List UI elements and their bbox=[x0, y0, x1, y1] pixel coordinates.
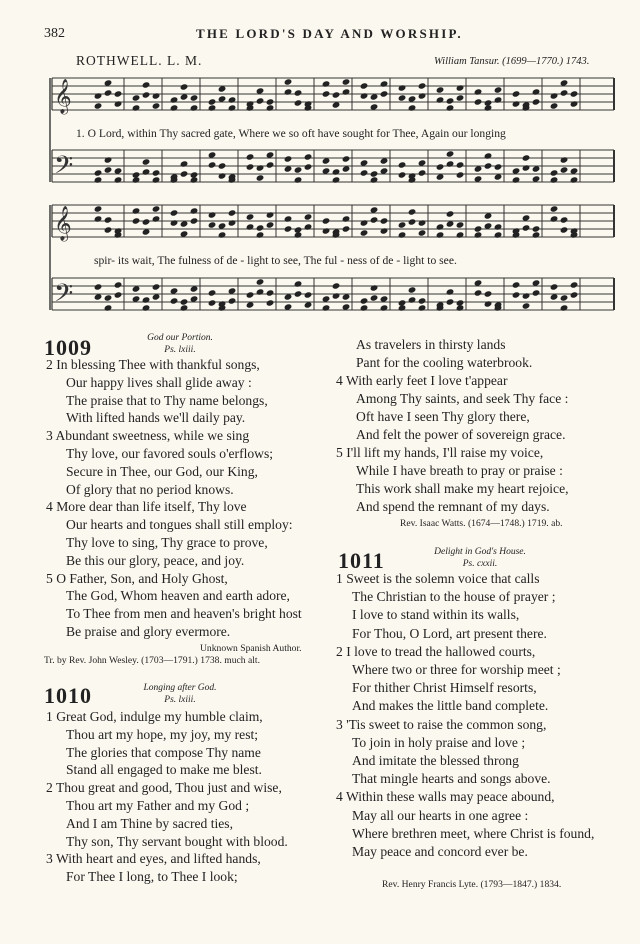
note-head bbox=[522, 164, 531, 171]
note-head bbox=[142, 91, 151, 98]
note-head bbox=[94, 205, 103, 212]
note-head bbox=[152, 92, 161, 99]
tune-name: ROTHWELL. L. M. bbox=[76, 53, 203, 68]
note-head bbox=[114, 291, 123, 298]
note-head bbox=[474, 225, 483, 232]
note-head bbox=[532, 231, 541, 238]
note-head bbox=[304, 223, 313, 230]
note-head bbox=[456, 304, 465, 311]
hymn-1009-attribution-author: Unknown Spanish Author. bbox=[200, 643, 302, 654]
note-head bbox=[266, 98, 275, 105]
note-head bbox=[322, 90, 331, 97]
note-head bbox=[512, 176, 521, 183]
note-head bbox=[332, 176, 341, 183]
note-head bbox=[550, 215, 559, 222]
note-head bbox=[380, 90, 389, 97]
note-head bbox=[456, 231, 465, 238]
note-head bbox=[484, 162, 493, 169]
note-head bbox=[142, 158, 151, 165]
note-head bbox=[190, 176, 199, 183]
note-head bbox=[332, 91, 341, 98]
note-head bbox=[398, 161, 407, 168]
note-head bbox=[256, 164, 265, 171]
note-head bbox=[132, 94, 141, 101]
verse-line: The praise that to Thy name belongs, bbox=[66, 392, 268, 408]
verse-line: Thou art my hope, my joy, my rest; bbox=[66, 726, 259, 742]
verse-line: Thy love, our favored souls o'erflows; bbox=[66, 446, 274, 461]
note-head bbox=[322, 80, 331, 87]
note-head bbox=[94, 92, 103, 99]
note-head bbox=[398, 231, 407, 238]
verse-line: 1 Sweet is the solemn voice that calls bbox=[336, 571, 540, 586]
note-head bbox=[550, 102, 559, 109]
note-head bbox=[570, 90, 579, 97]
note-head bbox=[294, 176, 303, 183]
note-head bbox=[360, 82, 369, 89]
note-head bbox=[360, 229, 369, 236]
verse-line: Of glory that no period knows. bbox=[66, 481, 234, 497]
note-head bbox=[304, 291, 313, 298]
note-head bbox=[522, 224, 531, 231]
note-head bbox=[266, 104, 275, 111]
note-head bbox=[256, 278, 265, 285]
hymn-number-1011: 1011 bbox=[338, 548, 385, 573]
note-head bbox=[332, 168, 341, 175]
note-head bbox=[474, 231, 483, 238]
note-head bbox=[418, 82, 427, 89]
note-head bbox=[522, 302, 531, 309]
verse-line: 2 I love to tread the hallowed courts, bbox=[336, 643, 536, 659]
note-head bbox=[398, 171, 407, 178]
note-head bbox=[294, 89, 303, 96]
note-head bbox=[418, 304, 427, 311]
note-head bbox=[294, 280, 303, 287]
note-head bbox=[294, 231, 303, 238]
note-head bbox=[132, 217, 141, 224]
hymn-psalm-1010: Ps. lxiii. bbox=[164, 695, 196, 705]
note-head bbox=[560, 166, 569, 173]
hymn-1010-attribution: Rev. Isaac Watts. (1674—1748.) 1719. ab. bbox=[400, 518, 563, 529]
note-head bbox=[322, 217, 331, 224]
note-head bbox=[494, 163, 503, 170]
note-head bbox=[342, 155, 351, 162]
note-head bbox=[380, 304, 389, 311]
note-head bbox=[342, 225, 351, 232]
note-head bbox=[304, 213, 313, 220]
note-head bbox=[456, 161, 465, 168]
note-head bbox=[104, 304, 113, 311]
clef-icon: 𝄞 bbox=[54, 79, 72, 114]
note-head bbox=[208, 161, 217, 168]
note-head bbox=[228, 219, 237, 226]
note-head bbox=[484, 104, 493, 111]
note-head bbox=[170, 297, 179, 304]
note-head bbox=[446, 160, 455, 167]
note-head bbox=[208, 221, 217, 228]
verse-line: For Thee I long, to Thee I look; bbox=[66, 869, 238, 885]
note-head bbox=[190, 104, 199, 111]
note-head bbox=[142, 168, 151, 175]
note-head bbox=[256, 231, 265, 238]
note-head bbox=[408, 218, 417, 225]
verse-line: As travelers in thirsty lands bbox=[356, 337, 506, 352]
verse-line: 1 Great God, indulge my humble claim, bbox=[46, 709, 263, 724]
verse-line: While I have breath to pray or praise : bbox=[356, 463, 563, 478]
note-head bbox=[436, 96, 445, 103]
note-head bbox=[484, 290, 493, 297]
verse-line: To Thee from men and heaven's bright host bbox=[66, 606, 302, 622]
verse-line: Stand all engaged to make me blest. bbox=[66, 762, 262, 778]
note-head bbox=[380, 80, 389, 87]
verse-line: Thy love to sing, Thy grace to prove, bbox=[66, 535, 268, 550]
note-head bbox=[474, 88, 483, 95]
verse-line: May all our hearts in one agree : bbox=[352, 807, 529, 823]
verse-line: Pant for the cooling waterbrook. bbox=[356, 355, 533, 370]
note-head bbox=[190, 94, 199, 101]
note-head bbox=[284, 215, 293, 222]
note-head bbox=[398, 84, 407, 91]
note-head bbox=[446, 97, 455, 104]
note-head bbox=[370, 176, 379, 183]
note-head bbox=[570, 176, 579, 183]
note-head bbox=[132, 176, 141, 183]
verse-line: For Thou, O Lord, art present there. bbox=[352, 625, 547, 641]
note-head bbox=[94, 283, 103, 290]
note-head bbox=[132, 207, 141, 214]
verse-line: And makes the little band complete. bbox=[352, 698, 549, 714]
note-head bbox=[456, 84, 465, 91]
note-head bbox=[104, 166, 113, 173]
note-head bbox=[208, 289, 217, 296]
note-head bbox=[104, 89, 113, 96]
note-head bbox=[456, 171, 465, 178]
note-head bbox=[208, 98, 217, 105]
note-head bbox=[456, 94, 465, 101]
hymn-1011-attribution: Rev. Henry Francis Lyte. (1793—1847.) 1834. bbox=[382, 879, 562, 890]
note-head bbox=[256, 288, 265, 295]
note-head bbox=[370, 284, 379, 291]
hymn-topic-1009: God our Portion. bbox=[147, 333, 213, 343]
verse-line: And felt the power of sovereign grace. bbox=[356, 427, 566, 442]
note-head bbox=[180, 304, 189, 311]
note-head bbox=[550, 205, 559, 212]
note-head bbox=[322, 227, 331, 234]
verse-line: 3 Abundant sweetness, while we sing bbox=[46, 428, 250, 444]
note-head bbox=[104, 156, 113, 163]
note-head bbox=[418, 219, 427, 226]
note-head bbox=[94, 102, 103, 109]
note-head bbox=[104, 216, 113, 223]
page-title: THE LORD'S DAY AND WORSHIP. bbox=[196, 26, 463, 41]
note-head bbox=[142, 296, 151, 303]
note-head bbox=[550, 92, 559, 99]
verse-line: Thy son, Thy servant bought with blood. bbox=[66, 833, 288, 849]
note-head bbox=[180, 83, 189, 90]
verse-line: The glories that compose Thy name bbox=[66, 744, 261, 760]
note-head bbox=[132, 104, 141, 111]
verse-line: Where two or three for worship meet ; bbox=[352, 662, 561, 677]
note-head bbox=[342, 88, 351, 95]
note-head bbox=[114, 100, 123, 107]
note-head bbox=[360, 92, 369, 99]
note-head bbox=[284, 78, 293, 85]
music-score bbox=[0, 0, 640, 330]
note-head bbox=[152, 102, 161, 109]
note-head bbox=[408, 208, 417, 215]
note-head bbox=[408, 104, 417, 111]
note-head bbox=[550, 283, 559, 290]
verse-line: I love to stand within its walls, bbox=[352, 607, 520, 623]
note-head bbox=[370, 170, 379, 177]
note-head bbox=[294, 99, 303, 106]
verse-line: 5 I'll lift my hands, I'll raise my voice, bbox=[336, 445, 544, 460]
note-head bbox=[360, 219, 369, 226]
note-head bbox=[228, 96, 237, 103]
note-head bbox=[94, 169, 103, 176]
note-head bbox=[484, 152, 493, 159]
verse-line: And I am Thine by sacred ties, bbox=[66, 815, 233, 831]
verse-line: Where brethren meet, where Christ is found, bbox=[352, 825, 595, 841]
clef-icon: 𝄞 bbox=[54, 206, 72, 241]
note-head bbox=[512, 281, 521, 288]
verse-line: This work shall make my heart rejoice, bbox=[356, 481, 569, 496]
note-head bbox=[180, 298, 189, 305]
note-head bbox=[208, 299, 217, 306]
note-head bbox=[170, 104, 179, 111]
note-head bbox=[142, 218, 151, 225]
verse-line: Our hearts and tongues shall still employ: bbox=[66, 517, 293, 533]
note-head bbox=[370, 294, 379, 301]
note-head bbox=[360, 304, 369, 311]
note-head bbox=[228, 209, 237, 216]
note-head bbox=[170, 96, 179, 103]
note-head bbox=[398, 221, 407, 228]
note-head bbox=[360, 169, 369, 176]
verse-line: Be praise and glory evermore. bbox=[66, 624, 231, 639]
note-head bbox=[304, 163, 313, 170]
clef-icon: 𝄢 bbox=[54, 279, 74, 314]
note-head bbox=[380, 227, 389, 234]
clef-icon: 𝄢 bbox=[54, 151, 74, 186]
note-head bbox=[256, 97, 265, 104]
note-head bbox=[550, 176, 559, 183]
verse-line: 4 Within these walls may peace abound, bbox=[336, 789, 555, 805]
note-head bbox=[522, 154, 531, 161]
note-head bbox=[560, 216, 569, 223]
note-head bbox=[560, 226, 569, 233]
note-head bbox=[342, 78, 351, 85]
note-head bbox=[446, 104, 455, 111]
note-head bbox=[360, 297, 369, 304]
note-head bbox=[266, 221, 275, 228]
verse-line: Our happy lives shall glide away : bbox=[66, 374, 252, 390]
note-head bbox=[398, 304, 407, 311]
note-head bbox=[494, 86, 503, 93]
verse-line: For thither Christ Himself resorts, bbox=[352, 680, 537, 696]
note-head bbox=[398, 94, 407, 101]
note-head bbox=[456, 221, 465, 228]
note-head bbox=[228, 297, 237, 304]
hymn-psalm-1011: Ps. cxxii. bbox=[462, 559, 498, 569]
note-head bbox=[494, 96, 503, 103]
verse-line: To join in holy praise and love ; bbox=[352, 734, 526, 750]
hymn-topic-1011: Delight in God's House. bbox=[434, 547, 526, 557]
verse-line: 4 With early feet I love t'appear bbox=[336, 373, 508, 388]
tune-composer: William Tansur. (1699—1770.) 1743. bbox=[434, 56, 590, 67]
note-head bbox=[532, 88, 541, 95]
note-head bbox=[170, 209, 179, 216]
verse-line: Oft have I seen Thy glory there, bbox=[356, 409, 530, 424]
note-head bbox=[418, 297, 427, 304]
note-head bbox=[418, 92, 427, 99]
lyric-line-1: 1. O Lord, within Thy sacred gate, Where we so oft have sought for Thee, Again our longing bbox=[76, 127, 506, 140]
note-head bbox=[190, 217, 199, 224]
note-head bbox=[512, 291, 521, 298]
note-head bbox=[474, 98, 483, 105]
note-head bbox=[266, 211, 275, 218]
note-head bbox=[180, 170, 189, 177]
note-head bbox=[332, 292, 341, 299]
verse-line: With lifted hands we'll daily pay. bbox=[66, 410, 246, 426]
note-head bbox=[418, 229, 427, 236]
note-head bbox=[256, 224, 265, 231]
verse-line: 3 'Tis sweet to raise the common song, bbox=[336, 716, 547, 732]
note-head bbox=[180, 160, 189, 167]
note-head bbox=[142, 81, 151, 88]
note-head bbox=[332, 282, 341, 289]
note-head bbox=[284, 155, 293, 162]
note-head bbox=[142, 304, 151, 311]
note-head bbox=[512, 90, 521, 97]
note-head bbox=[94, 176, 103, 183]
note-head bbox=[284, 88, 293, 95]
note-head bbox=[436, 163, 445, 170]
note-head bbox=[560, 89, 569, 96]
hymn-psalm-1009: Ps. lxiii. bbox=[164, 345, 196, 355]
note-head bbox=[246, 163, 255, 170]
note-head bbox=[94, 215, 103, 222]
note-head bbox=[418, 169, 427, 176]
note-head bbox=[474, 289, 483, 296]
note-head bbox=[246, 291, 255, 298]
verse-line: 3 With heart and eyes, and lifted hands, bbox=[46, 851, 261, 867]
hymn-number-1010: 1010 bbox=[44, 683, 92, 708]
note-head bbox=[436, 223, 445, 230]
note-head bbox=[266, 161, 275, 168]
note-head bbox=[114, 176, 123, 183]
note-head bbox=[246, 153, 255, 160]
note-head bbox=[522, 292, 531, 299]
note-head bbox=[246, 213, 255, 220]
note-head bbox=[532, 225, 541, 232]
note-head bbox=[512, 100, 521, 107]
note-head bbox=[494, 223, 503, 230]
note-head bbox=[446, 298, 455, 305]
note-head bbox=[152, 169, 161, 176]
note-head bbox=[370, 216, 379, 223]
note-head bbox=[152, 176, 161, 183]
note-head bbox=[560, 294, 569, 301]
note-head bbox=[570, 100, 579, 107]
note-head bbox=[570, 291, 579, 298]
note-head bbox=[190, 207, 199, 214]
note-head bbox=[408, 296, 417, 303]
note-head bbox=[304, 153, 313, 160]
note-head bbox=[266, 289, 275, 296]
note-head bbox=[436, 231, 445, 238]
note-head bbox=[570, 281, 579, 288]
verse-line: The Christian to the house of prayer ; bbox=[352, 589, 556, 605]
note-head bbox=[256, 174, 265, 181]
note-head bbox=[380, 217, 389, 224]
verse-line: And spend the remnant of my days. bbox=[356, 499, 550, 514]
verse-line: 2 In blessing Thee with thankful songs, bbox=[46, 357, 260, 372]
note-head bbox=[436, 86, 445, 93]
verse-line: May peace and concord ever be. bbox=[352, 844, 528, 859]
verse-line: Be this our glory, peace, and joy. bbox=[66, 552, 245, 568]
verse-line: 4 More dear than life itself, Thy love bbox=[46, 499, 247, 515]
note-head bbox=[560, 156, 569, 163]
verse-line: The God, Whom heaven and earth adore, bbox=[66, 588, 290, 604]
verse-line: And imitate the blessed throng bbox=[352, 753, 519, 768]
lyric-line-2: spir- its wait, The fulness of de - light to see, The ful - ness of de - light to see. bbox=[94, 254, 457, 267]
hymn-1009-attribution-translator: Tr. by Rev. John Wesley. (1703—1791.) 1738. much alt. bbox=[44, 655, 260, 666]
note-head bbox=[322, 304, 331, 311]
note-head bbox=[246, 223, 255, 230]
note-head bbox=[560, 304, 569, 311]
note-head bbox=[228, 104, 237, 111]
note-head bbox=[294, 166, 303, 173]
note-head bbox=[484, 300, 493, 307]
note-head bbox=[494, 231, 503, 238]
hymn-number-1009: 1009 bbox=[44, 335, 92, 360]
hymn-topic-1010: Longing after God. bbox=[143, 683, 217, 693]
note-head bbox=[152, 215, 161, 222]
note-head bbox=[532, 289, 541, 296]
page-number: 382 bbox=[44, 26, 65, 41]
note-head bbox=[114, 281, 123, 288]
note-head bbox=[284, 225, 293, 232]
note-head bbox=[218, 231, 227, 238]
note-head bbox=[208, 211, 217, 218]
note-head bbox=[104, 226, 113, 233]
note-head bbox=[446, 210, 455, 217]
note-head bbox=[446, 150, 455, 157]
note-head bbox=[152, 283, 161, 290]
note-head bbox=[218, 172, 227, 179]
note-head bbox=[294, 290, 303, 297]
verse-line: Secure in Thee, our God, our King, bbox=[66, 463, 258, 479]
verse-line: Thou art my Father and my God ; bbox=[66, 798, 250, 813]
note-head bbox=[152, 205, 161, 212]
verse-line: That mingle hearts and songs above. bbox=[352, 771, 551, 787]
note-head bbox=[550, 169, 559, 176]
note-head bbox=[208, 104, 217, 111]
note-head bbox=[532, 98, 541, 105]
note-head bbox=[446, 288, 455, 295]
note-head bbox=[104, 294, 113, 301]
note-head bbox=[218, 162, 227, 169]
note-head bbox=[114, 90, 123, 97]
note-head bbox=[342, 215, 351, 222]
verse-line: Among Thy saints, and seek Thy face : bbox=[356, 391, 569, 406]
verse-line: 5 O Father, Son, and Holy Ghost, bbox=[46, 570, 228, 586]
note-head bbox=[170, 219, 179, 226]
note-head bbox=[266, 299, 275, 306]
verse-line: 2 Thou great and good, Thou just and wise, bbox=[46, 780, 282, 796]
note-head bbox=[408, 286, 417, 293]
